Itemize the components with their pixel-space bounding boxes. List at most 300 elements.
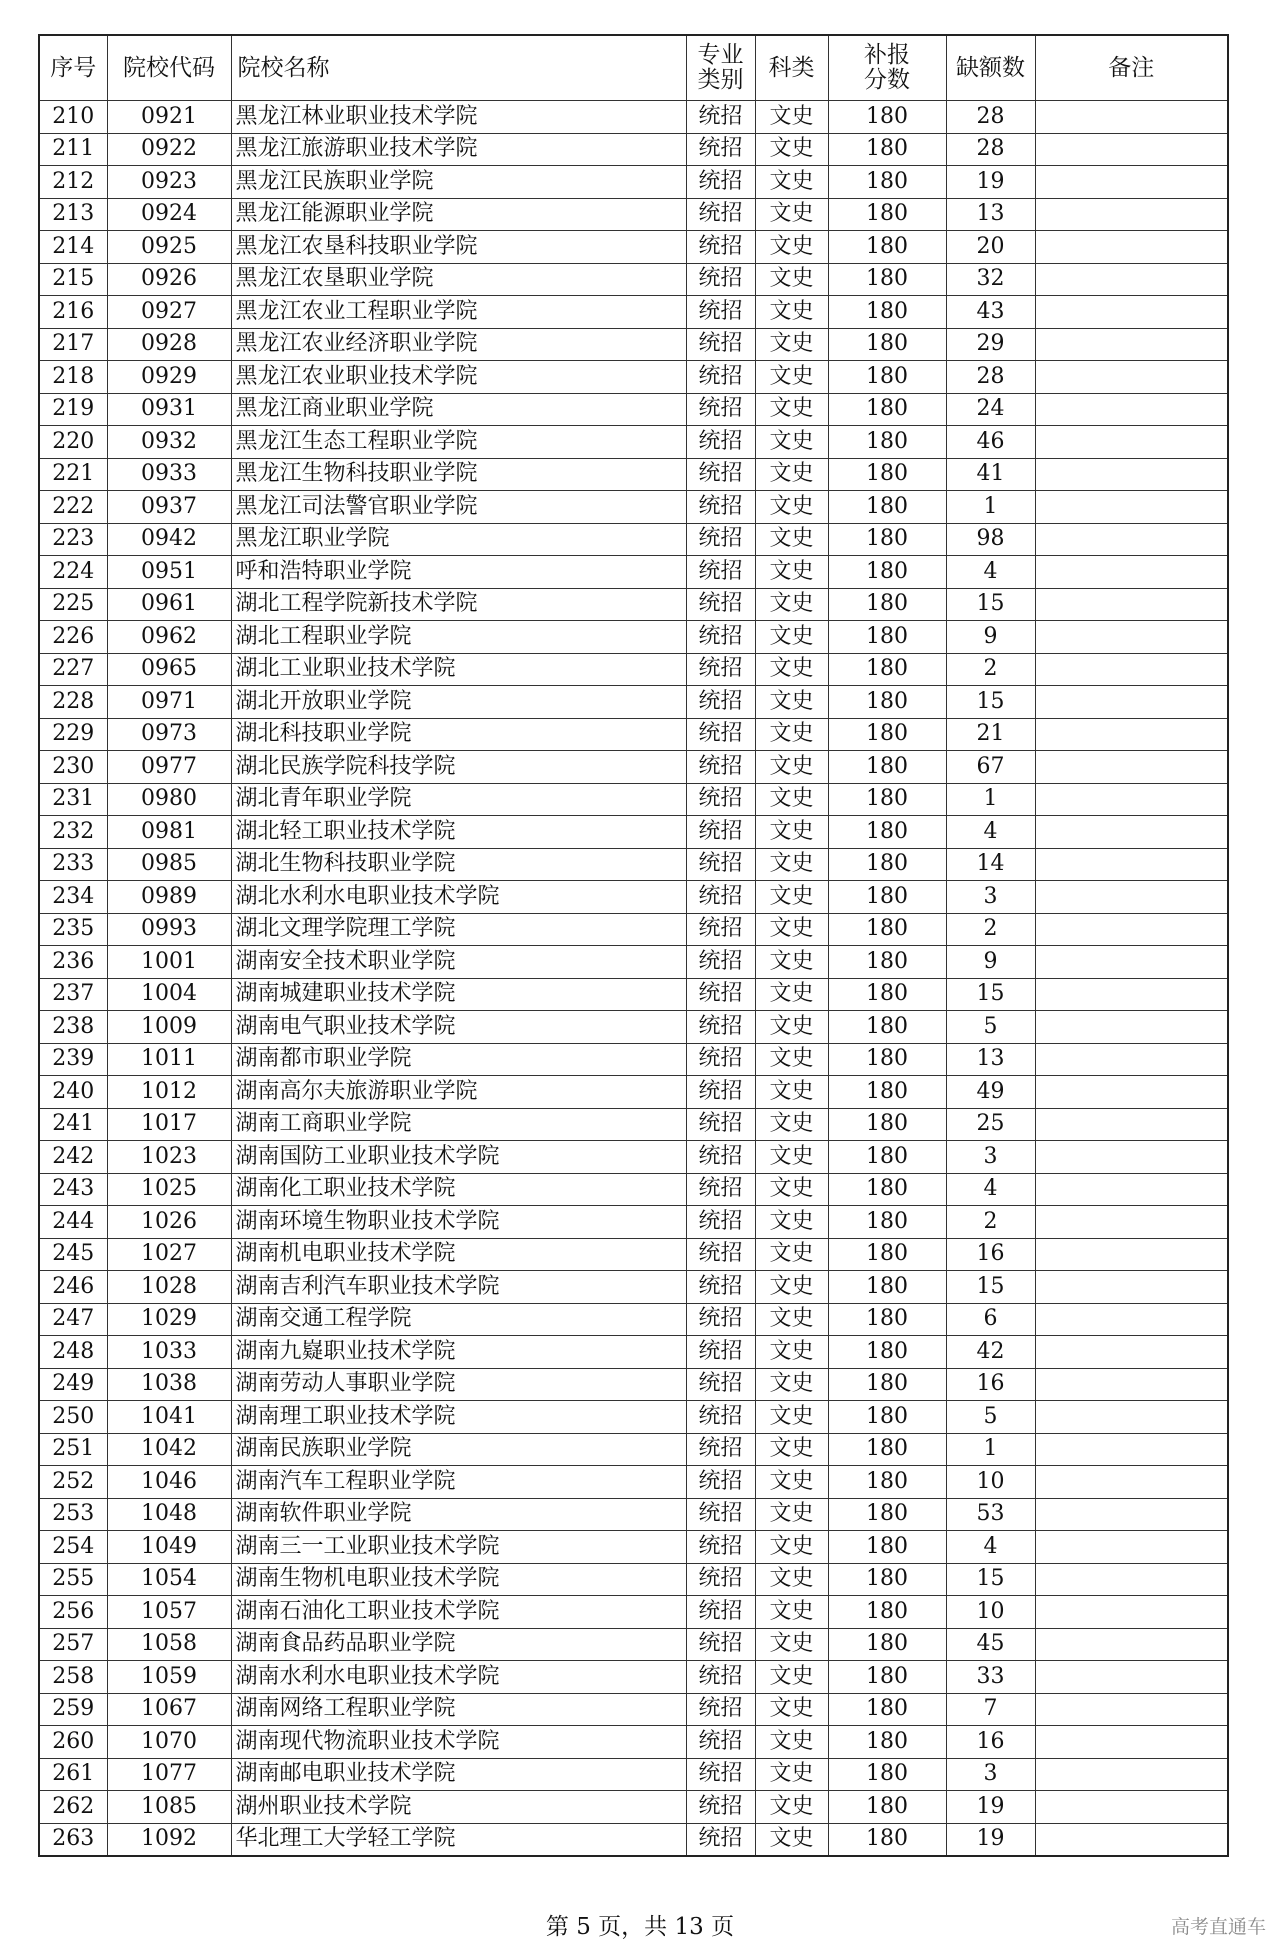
header-category-line2: 类别 (697, 67, 744, 93)
cell-code: 0981 (107, 816, 231, 849)
cell-seq: 241 (39, 1108, 107, 1141)
cell-category: 统招 (686, 296, 755, 329)
table-row (39, 848, 1228, 881)
header-seq: 序号 (39, 35, 107, 101)
table-row (39, 1368, 1228, 1401)
cell-vacancy: 3 (946, 1758, 1035, 1791)
cell-code: 0951 (107, 556, 231, 589)
table-row (39, 458, 1228, 491)
cell-subject: 文史 (755, 491, 828, 524)
cell-name: 湖州职业技术学院 (231, 1791, 686, 1824)
cell-name: 湖南城建职业技术学院 (231, 978, 686, 1011)
cell-remark (1035, 1206, 1228, 1239)
cell-seq: 255 (39, 1563, 107, 1596)
table-row (39, 1271, 1228, 1304)
cell-vacancy: 15 (946, 1271, 1035, 1304)
table-row (39, 1336, 1228, 1369)
table-row (39, 1401, 1228, 1434)
cell-score: 180 (828, 913, 946, 946)
cell-seq: 216 (39, 296, 107, 329)
cell-vacancy: 5 (946, 1401, 1035, 1434)
cell-category: 统招 (686, 1498, 755, 1531)
cell-code: 1028 (107, 1271, 231, 1304)
watermark-text: 高考直通车 (1170, 1916, 1266, 1938)
cell-category: 统招 (686, 198, 755, 231)
cell-remark (1035, 588, 1228, 621)
cell-score: 180 (828, 361, 946, 394)
cell-score: 180 (828, 978, 946, 1011)
cell-code: 1042 (107, 1433, 231, 1466)
cell-subject: 文史 (755, 588, 828, 621)
cell-name: 黑龙江职业学院 (231, 523, 686, 556)
cell-score: 180 (828, 1303, 946, 1336)
cell-subject: 文史 (755, 881, 828, 914)
cell-code: 0973 (107, 718, 231, 751)
cell-name: 黑龙江司法警官职业学院 (231, 491, 686, 524)
cell-code: 0926 (107, 263, 231, 296)
cell-name: 湖南国防工业职业技术学院 (231, 1141, 686, 1174)
cell-seq: 212 (39, 166, 107, 199)
cell-remark (1035, 1498, 1228, 1531)
cell-vacancy: 32 (946, 263, 1035, 296)
cell-name: 湖南理工职业技术学院 (231, 1401, 686, 1434)
cell-score: 180 (828, 1726, 946, 1759)
cell-name: 黑龙江生物科技职业学院 (231, 458, 686, 491)
cell-vacancy: 45 (946, 1628, 1035, 1661)
cell-subject: 文史 (755, 1271, 828, 1304)
cell-category: 统招 (686, 946, 755, 979)
cell-score: 180 (828, 1758, 946, 1791)
cell-score: 180 (828, 1271, 946, 1304)
cell-code: 0927 (107, 296, 231, 329)
cell-score: 180 (828, 1076, 946, 1109)
cell-vacancy: 9 (946, 621, 1035, 654)
cell-remark (1035, 1693, 1228, 1726)
table-row (39, 491, 1228, 524)
cell-score: 180 (828, 1433, 946, 1466)
table-row (39, 296, 1228, 329)
table-row (39, 1693, 1228, 1726)
cell-code: 1048 (107, 1498, 231, 1531)
cell-vacancy: 9 (946, 946, 1035, 979)
cell-seq: 257 (39, 1628, 107, 1661)
cell-score: 180 (828, 393, 946, 426)
cell-name: 湖南三一工业职业技术学院 (231, 1531, 686, 1564)
cell-remark (1035, 166, 1228, 199)
cell-vacancy: 15 (946, 1563, 1035, 1596)
cell-subject: 文史 (755, 816, 828, 849)
cell-remark (1035, 848, 1228, 881)
cell-category: 统招 (686, 1076, 755, 1109)
cell-remark (1035, 913, 1228, 946)
cell-category: 统招 (686, 1173, 755, 1206)
cell-vacancy: 28 (946, 101, 1035, 134)
cell-seq: 250 (39, 1401, 107, 1434)
cell-category: 统招 (686, 1466, 755, 1499)
header-name: 院校名称 (231, 35, 686, 101)
table-row (39, 816, 1228, 849)
cell-code: 1001 (107, 946, 231, 979)
cell-vacancy: 46 (946, 426, 1035, 459)
cell-subject: 文史 (755, 978, 828, 1011)
cell-code: 0922 (107, 133, 231, 166)
cell-remark (1035, 296, 1228, 329)
cell-code: 0923 (107, 166, 231, 199)
cell-name: 黑龙江旅游职业技术学院 (231, 133, 686, 166)
cell-category: 统招 (686, 816, 755, 849)
cell-vacancy: 42 (946, 1336, 1035, 1369)
cell-remark (1035, 491, 1228, 524)
table-row (39, 1758, 1228, 1791)
cell-score: 180 (828, 231, 946, 264)
cell-category: 统招 (686, 1628, 755, 1661)
cell-subject: 文史 (755, 1466, 828, 1499)
cell-code: 1017 (107, 1108, 231, 1141)
cell-code: 1054 (107, 1563, 231, 1596)
cell-name: 湖南现代物流职业技术学院 (231, 1726, 686, 1759)
cell-code: 0971 (107, 686, 231, 719)
cell-seq: 211 (39, 133, 107, 166)
table-row (39, 328, 1228, 361)
cell-category: 统招 (686, 588, 755, 621)
cell-name: 湖南都市职业学院 (231, 1043, 686, 1076)
cell-seq: 213 (39, 198, 107, 231)
cell-remark (1035, 458, 1228, 491)
cell-score: 180 (828, 1043, 946, 1076)
table-row (39, 1011, 1228, 1044)
cell-score: 180 (828, 296, 946, 329)
table-row (39, 783, 1228, 816)
cell-remark (1035, 1758, 1228, 1791)
cell-seq: 215 (39, 263, 107, 296)
cell-seq: 243 (39, 1173, 107, 1206)
table-row (39, 1043, 1228, 1076)
cell-name: 湖南网络工程职业学院 (231, 1693, 686, 1726)
cell-score: 180 (828, 1823, 946, 1856)
table-row (39, 166, 1228, 199)
header-remark: 备注 (1035, 35, 1228, 101)
cell-score: 180 (828, 621, 946, 654)
cell-score: 180 (828, 556, 946, 589)
cell-subject: 文史 (755, 296, 828, 329)
cell-subject: 文史 (755, 1206, 828, 1239)
cell-remark (1035, 751, 1228, 784)
page-footer: 第 5 页，共 13 页 (545, 1914, 735, 1940)
cell-name: 黑龙江农垦科技职业学院 (231, 231, 686, 264)
cell-vacancy: 43 (946, 296, 1035, 329)
header-score (828, 35, 946, 101)
cell-subject: 文史 (755, 1043, 828, 1076)
cell-remark (1035, 1043, 1228, 1076)
cell-seq: 245 (39, 1238, 107, 1271)
cell-remark (1035, 361, 1228, 394)
cell-score: 180 (828, 426, 946, 459)
cell-vacancy: 29 (946, 328, 1035, 361)
cell-remark (1035, 1238, 1228, 1271)
cell-score: 180 (828, 133, 946, 166)
cell-score: 180 (828, 816, 946, 849)
cell-name: 湖南机电职业技术学院 (231, 1238, 686, 1271)
cell-category: 统招 (686, 1303, 755, 1336)
cell-score: 180 (828, 1011, 946, 1044)
cell-remark (1035, 426, 1228, 459)
cell-subject: 文史 (755, 848, 828, 881)
cell-vacancy: 28 (946, 361, 1035, 394)
cell-category: 统招 (686, 328, 755, 361)
cell-category: 统招 (686, 1726, 755, 1759)
cell-remark (1035, 1011, 1228, 1044)
cell-name: 湖南汽车工程职业学院 (231, 1466, 686, 1499)
cell-subject: 文史 (755, 1563, 828, 1596)
cell-category: 统招 (686, 1108, 755, 1141)
cell-code: 0932 (107, 426, 231, 459)
cell-score: 180 (828, 523, 946, 556)
cell-seq: 261 (39, 1758, 107, 1791)
table-body (39, 101, 1228, 1857)
cell-subject: 文史 (755, 458, 828, 491)
cell-remark (1035, 1141, 1228, 1174)
cell-code: 1057 (107, 1596, 231, 1629)
cell-vacancy: 16 (946, 1726, 1035, 1759)
cell-name: 湖南生物机电职业技术学院 (231, 1563, 686, 1596)
header-score-line1: 补报 (864, 42, 910, 68)
table-row (39, 101, 1228, 134)
cell-category: 统招 (686, 1823, 755, 1856)
cell-code: 0977 (107, 751, 231, 784)
header-category-line1: 专业 (697, 42, 744, 68)
cell-name: 黑龙江民族职业学院 (231, 166, 686, 199)
cell-subject: 文史 (755, 198, 828, 231)
cell-remark (1035, 523, 1228, 556)
table-row (39, 393, 1228, 426)
cell-name: 湖南安全技术职业学院 (231, 946, 686, 979)
cell-remark (1035, 1466, 1228, 1499)
header-vacancy: 缺额数 (946, 35, 1035, 101)
cell-code: 0985 (107, 848, 231, 881)
cell-remark (1035, 946, 1228, 979)
cell-subject: 文史 (755, 1336, 828, 1369)
cell-category: 统招 (686, 1043, 755, 1076)
cell-seq: 260 (39, 1726, 107, 1759)
cell-vacancy: 10 (946, 1466, 1035, 1499)
cell-code: 0962 (107, 621, 231, 654)
cell-vacancy: 16 (946, 1238, 1035, 1271)
cell-category: 统招 (686, 1336, 755, 1369)
cell-vacancy: 2 (946, 913, 1035, 946)
cell-code: 0942 (107, 523, 231, 556)
cell-code: 1046 (107, 1466, 231, 1499)
cell-vacancy: 15 (946, 588, 1035, 621)
cell-subject: 文史 (755, 361, 828, 394)
cell-seq: 252 (39, 1466, 107, 1499)
cell-category: 统招 (686, 1563, 755, 1596)
cell-name: 湖南石油化工职业技术学院 (231, 1596, 686, 1629)
cell-score: 180 (828, 328, 946, 361)
cell-seq: 223 (39, 523, 107, 556)
cell-vacancy: 67 (946, 751, 1035, 784)
cell-score: 180 (828, 101, 946, 134)
cell-score: 180 (828, 1336, 946, 1369)
cell-category: 统招 (686, 133, 755, 166)
table-row (39, 263, 1228, 296)
cell-name: 呼和浩特职业学院 (231, 556, 686, 589)
cell-remark (1035, 1336, 1228, 1369)
cell-vacancy: 2 (946, 653, 1035, 686)
cell-vacancy: 3 (946, 881, 1035, 914)
cell-category: 统招 (686, 718, 755, 751)
cell-score: 180 (828, 1141, 946, 1174)
cell-vacancy: 21 (946, 718, 1035, 751)
cell-name: 黑龙江农业工程职业学院 (231, 296, 686, 329)
cell-name: 湖北工程学院新技术学院 (231, 588, 686, 621)
cell-code: 0980 (107, 783, 231, 816)
cell-code: 1027 (107, 1238, 231, 1271)
cell-name: 湖南工商职业学院 (231, 1108, 686, 1141)
cell-vacancy: 3 (946, 1141, 1035, 1174)
header-code: 院校代码 (107, 35, 231, 101)
cell-category: 统招 (686, 1433, 755, 1466)
cell-score: 180 (828, 783, 946, 816)
cell-seq: 233 (39, 848, 107, 881)
cell-subject: 文史 (755, 1368, 828, 1401)
cell-category: 统招 (686, 913, 755, 946)
cell-seq: 231 (39, 783, 107, 816)
cell-code: 1049 (107, 1531, 231, 1564)
cell-category: 统招 (686, 1368, 755, 1401)
cell-subject: 文史 (755, 328, 828, 361)
cell-code: 0933 (107, 458, 231, 491)
cell-seq: 217 (39, 328, 107, 361)
cell-subject: 文史 (755, 1823, 828, 1856)
cell-category: 统招 (686, 1401, 755, 1434)
cell-code: 0928 (107, 328, 231, 361)
table-row (39, 556, 1228, 589)
cell-seq: 234 (39, 881, 107, 914)
cell-subject: 文史 (755, 1596, 828, 1629)
cell-vacancy: 2 (946, 1206, 1035, 1239)
cell-name: 湖北文理学院理工学院 (231, 913, 686, 946)
cell-seq: 230 (39, 751, 107, 784)
cell-remark (1035, 1368, 1228, 1401)
cell-code: 1085 (107, 1791, 231, 1824)
table-row (39, 881, 1228, 914)
cell-vacancy: 25 (946, 1108, 1035, 1141)
cell-score: 180 (828, 198, 946, 231)
cell-vacancy: 98 (946, 523, 1035, 556)
cell-remark (1035, 718, 1228, 751)
cell-code: 1025 (107, 1173, 231, 1206)
cell-name: 湖南民族职业学院 (231, 1433, 686, 1466)
cell-name: 黑龙江林业职业技术学院 (231, 101, 686, 134)
cell-score: 180 (828, 1108, 946, 1141)
cell-remark (1035, 231, 1228, 264)
cell-score: 180 (828, 1498, 946, 1531)
cell-subject: 文史 (755, 133, 828, 166)
cell-remark (1035, 328, 1228, 361)
cell-subject: 文史 (755, 653, 828, 686)
cell-code: 1038 (107, 1368, 231, 1401)
cell-remark (1035, 1433, 1228, 1466)
cell-score: 180 (828, 848, 946, 881)
cell-category: 统招 (686, 1141, 755, 1174)
cell-subject: 文史 (755, 718, 828, 751)
cell-vacancy: 15 (946, 686, 1035, 719)
cell-category: 统招 (686, 393, 755, 426)
cell-vacancy: 4 (946, 556, 1035, 589)
cell-seq: 224 (39, 556, 107, 589)
cell-subject: 文史 (755, 1173, 828, 1206)
cell-subject: 文史 (755, 166, 828, 199)
cell-name: 湖南劳动人事职业学院 (231, 1368, 686, 1401)
cell-code: 1070 (107, 1726, 231, 1759)
cell-subject: 文史 (755, 556, 828, 589)
cell-subject: 文史 (755, 1758, 828, 1791)
cell-category: 统招 (686, 653, 755, 686)
cell-seq: 226 (39, 621, 107, 654)
cell-seq: 263 (39, 1823, 107, 1856)
cell-seq: 248 (39, 1336, 107, 1369)
cell-category: 统招 (686, 978, 755, 1011)
cell-score: 180 (828, 1693, 946, 1726)
table-row (39, 1823, 1228, 1856)
cell-code: 1059 (107, 1661, 231, 1694)
cell-vacancy: 4 (946, 816, 1035, 849)
cell-remark (1035, 556, 1228, 589)
cell-seq: 240 (39, 1076, 107, 1109)
cell-remark (1035, 881, 1228, 914)
cell-name: 黑龙江能源职业学院 (231, 198, 686, 231)
cell-category: 统招 (686, 1661, 755, 1694)
cell-subject: 文史 (755, 1076, 828, 1109)
table-row (39, 1791, 1228, 1824)
cell-vacancy: 7 (946, 1693, 1035, 1726)
cell-subject: 文史 (755, 1531, 828, 1564)
table-row (39, 1303, 1228, 1336)
cell-score: 180 (828, 458, 946, 491)
cell-code: 1011 (107, 1043, 231, 1076)
cell-subject: 文史 (755, 621, 828, 654)
cell-vacancy: 16 (946, 1368, 1035, 1401)
cell-name: 黑龙江农业职业技术学院 (231, 361, 686, 394)
cell-vacancy: 4 (946, 1173, 1035, 1206)
cell-code: 0929 (107, 361, 231, 394)
cell-category: 统招 (686, 1238, 755, 1271)
cell-vacancy: 49 (946, 1076, 1035, 1109)
cell-subject: 文史 (755, 1661, 828, 1694)
cell-remark (1035, 1271, 1228, 1304)
cell-vacancy: 33 (946, 1661, 1035, 1694)
cell-remark (1035, 101, 1228, 134)
cell-name: 湖北生物科技职业学院 (231, 848, 686, 881)
table-row (39, 1596, 1228, 1629)
cell-seq: 219 (39, 393, 107, 426)
cell-category: 统招 (686, 361, 755, 394)
cell-code: 0965 (107, 653, 231, 686)
cell-score: 180 (828, 1531, 946, 1564)
cell-code: 1029 (107, 1303, 231, 1336)
cell-code: 0924 (107, 198, 231, 231)
cell-category: 统招 (686, 1531, 755, 1564)
cell-seq: 239 (39, 1043, 107, 1076)
header-category (686, 35, 755, 101)
table-row (39, 231, 1228, 264)
cell-code: 0989 (107, 881, 231, 914)
cell-score: 180 (828, 718, 946, 751)
cell-code: 1023 (107, 1141, 231, 1174)
cell-category: 统招 (686, 491, 755, 524)
cell-remark (1035, 1563, 1228, 1596)
table-row (39, 1661, 1228, 1694)
